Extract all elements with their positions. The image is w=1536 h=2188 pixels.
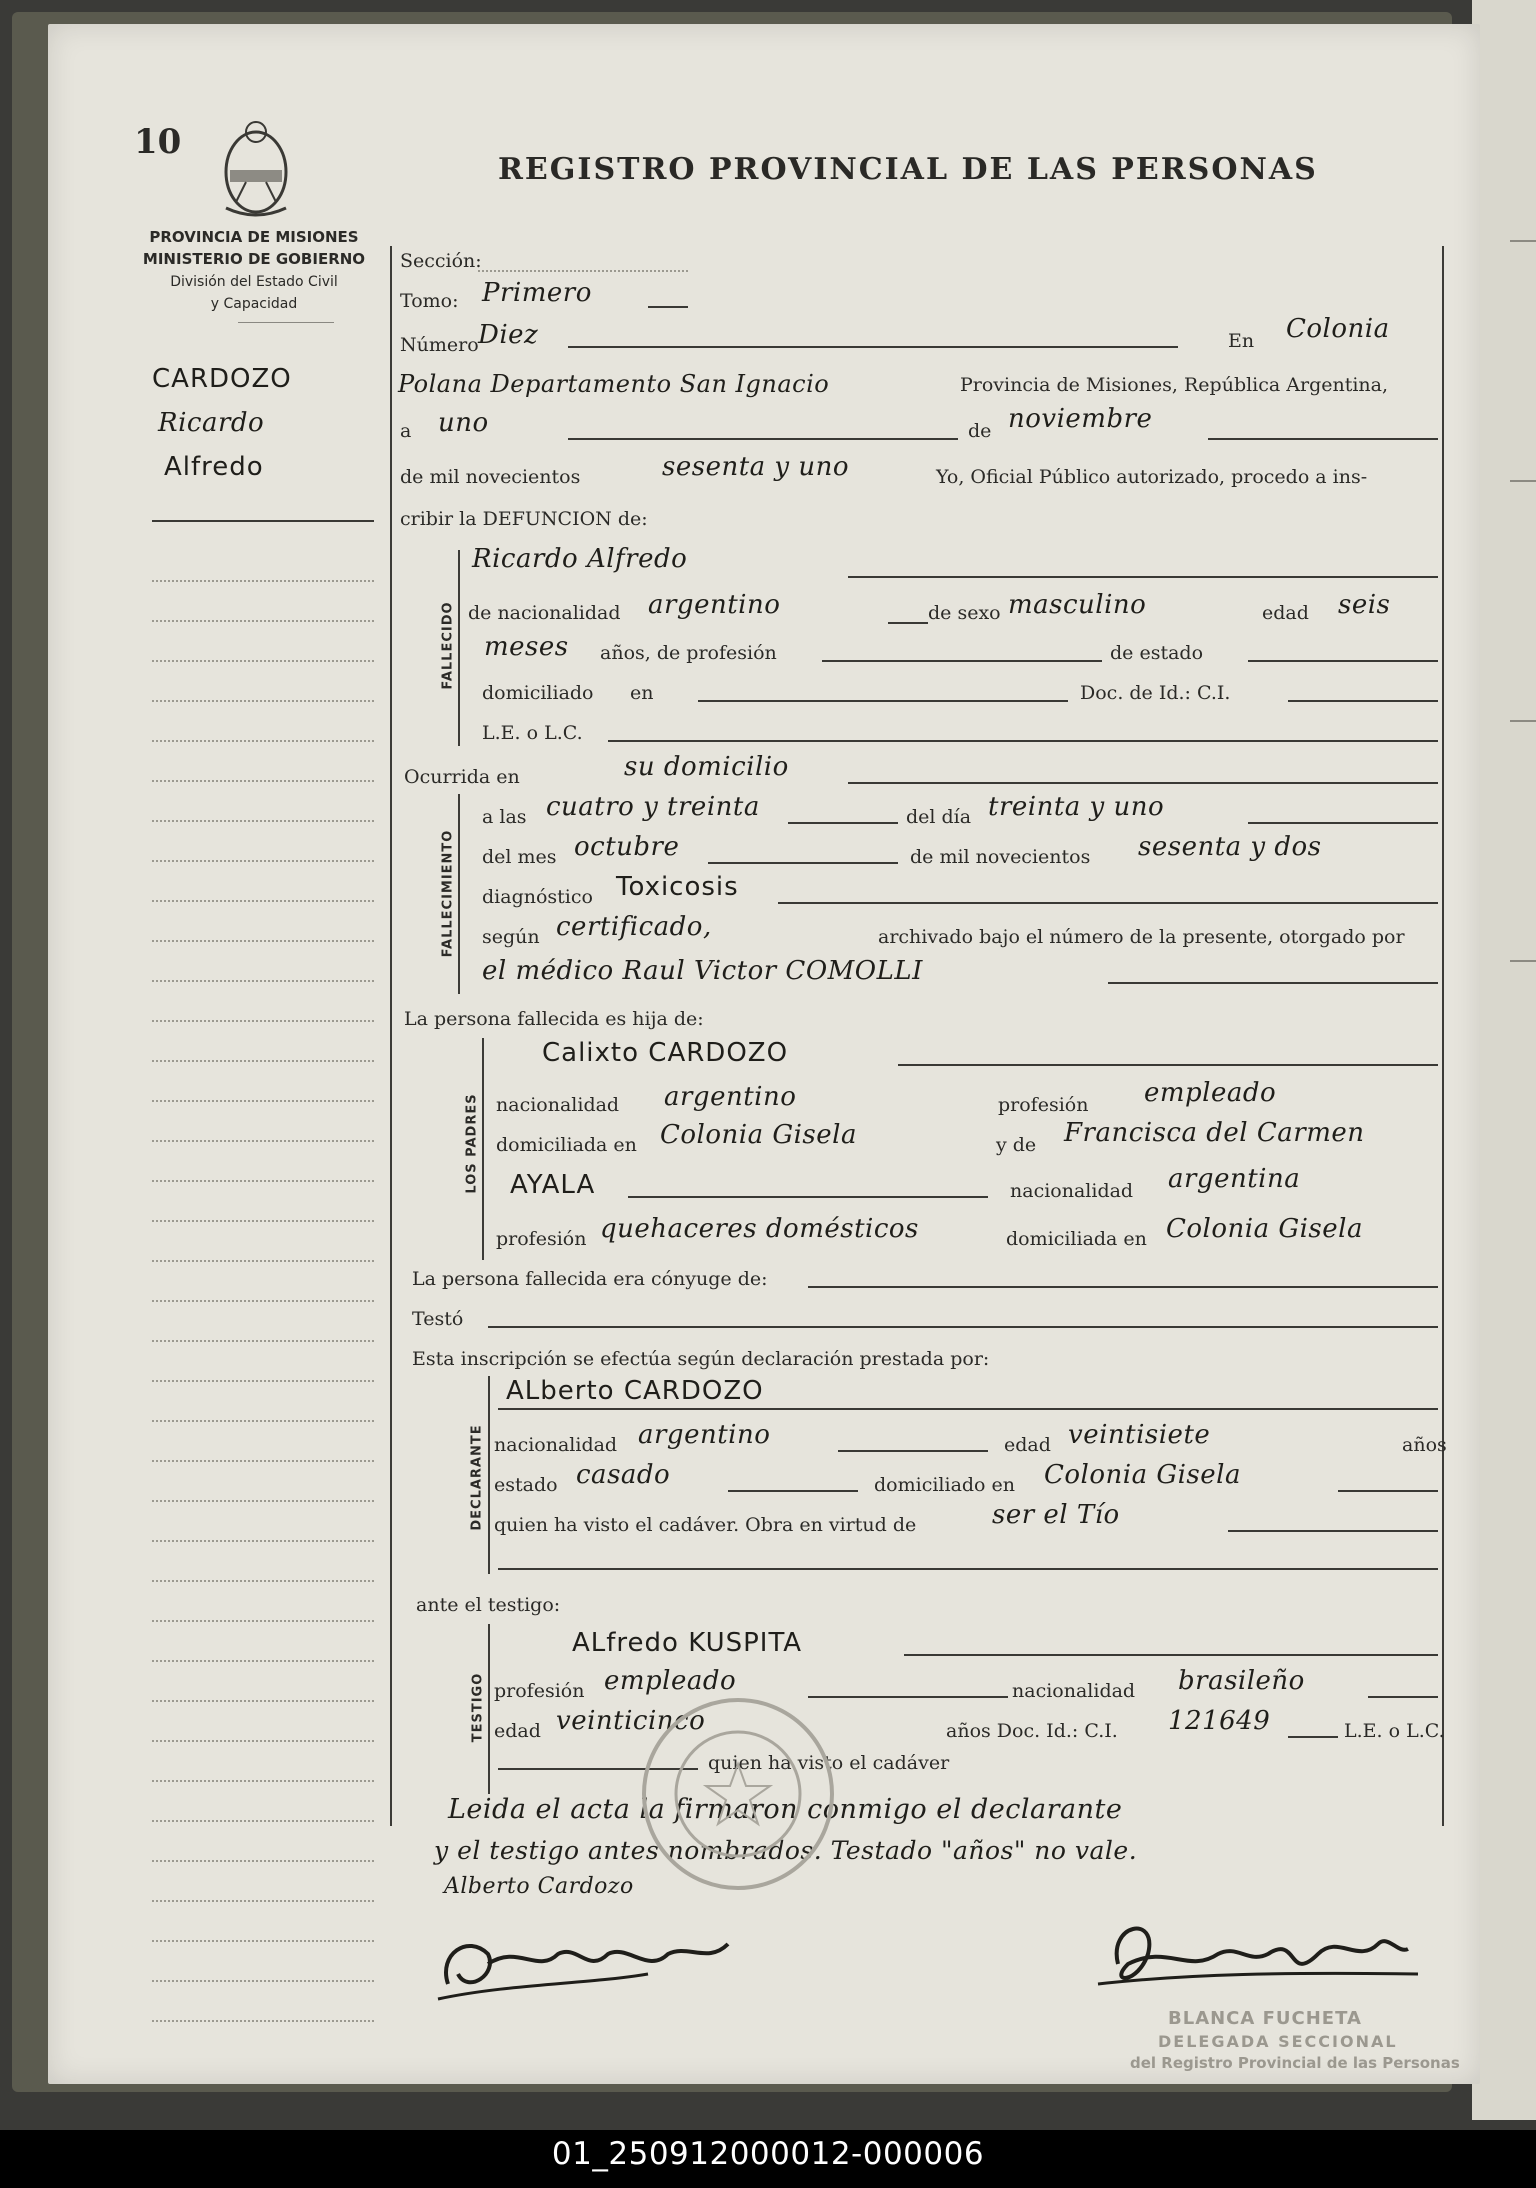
- deceased-edad-meses: meses: [484, 632, 569, 662]
- a-las-label: a las: [482, 806, 527, 828]
- adjacent-page-edge: [1472, 0, 1536, 2120]
- witness-le-label: L.E. o L.C.: [1344, 1720, 1445, 1742]
- diagnostico-value: Toxicosis: [616, 872, 739, 902]
- declarant-name: ALberto CARDOZO: [506, 1376, 764, 1406]
- seccion-label: Sección:: [400, 250, 482, 272]
- deceased-edad-value: seis: [1338, 590, 1391, 620]
- de-mil-label: de mil novecientos: [910, 846, 1091, 868]
- declarant-edad-value: veintisiete: [1068, 1420, 1211, 1450]
- testigo-text: ante el testigo:: [416, 1594, 561, 1616]
- stamp-office: del Registro Provincial de las Personas: [1130, 2054, 1460, 2072]
- mother-domicilio-value: Colonia Gisela: [1166, 1214, 1363, 1244]
- tomo-value: Primero: [482, 278, 592, 308]
- month-de-label: de: [968, 420, 992, 442]
- deceased-edad-label: edad: [1262, 602, 1309, 624]
- page-title: REGISTRO PROVINCIAL DE LAS PERSONAS: [498, 152, 1318, 187]
- oficial-text: Yo, Oficial Público autorizado, procedo a ins-: [936, 466, 1368, 488]
- deceased-sexo-label: de sexo: [928, 602, 1001, 624]
- day-value: uno: [438, 408, 489, 438]
- main-frame-right: [1442, 246, 1444, 1826]
- conyuge-text: La persona fallecida era cónyuge de:: [412, 1268, 768, 1290]
- margin-surname: CARDOZO: [152, 364, 292, 394]
- numero-value: Diez: [478, 320, 539, 350]
- del-dia-label: del día: [906, 806, 972, 828]
- coat-of-arms-icon: [216, 112, 296, 224]
- segun-label: según: [482, 926, 540, 948]
- father-profesion-value: empleado: [1144, 1078, 1277, 1108]
- mother-nacionalidad-label: nacionalidad: [1010, 1180, 1134, 1202]
- witness-profesion-value: empleado: [604, 1666, 737, 1696]
- domiciliado-label: domiciliado: [482, 682, 594, 704]
- fallecido-side-label: FALLECIDO: [440, 601, 456, 690]
- page-number: 10: [134, 122, 182, 162]
- deceased-name: Ricardo Alfredo: [472, 544, 688, 574]
- testigo-side-label: TESTIGO: [470, 1672, 486, 1743]
- medico-value: el médico Raul Victor COMOLLI: [482, 956, 923, 986]
- province-heading: PROVINCIA DE MISIONES: [149, 228, 359, 246]
- father-nacionalidad-value: argentino: [664, 1082, 797, 1112]
- del-mes-label: del mes: [482, 846, 557, 868]
- deceased-sexo-value: masculino: [1008, 590, 1147, 620]
- en2-label: en: [630, 682, 654, 704]
- en-value: Colonia: [1286, 314, 1390, 344]
- witness-doc-label: años Doc. Id.: C.I.: [946, 1720, 1118, 1742]
- mother-name-2: AYALA: [510, 1170, 596, 1200]
- padres-side-label: LOS PADRES: [464, 1093, 480, 1194]
- father-domicilio-value: Colonia Gisela: [660, 1120, 857, 1150]
- closing-line-2: y el testigo antes nombrados. Testado "años" no vale.: [434, 1836, 1138, 1865]
- margin-given-name-1: Ricardo: [158, 408, 265, 438]
- segun-value: certificado,: [556, 912, 712, 942]
- place-value: Polana Departamento San Ignacio: [398, 370, 830, 398]
- register-page: [48, 24, 1480, 2084]
- witness-ci-value: 121649: [1168, 1706, 1271, 1736]
- witness-name: ALfredo KUSPITA: [572, 1628, 803, 1658]
- witness-nacionalidad-label: nacionalidad: [1012, 1680, 1136, 1702]
- ocurrida-value: su domicilio: [624, 752, 789, 782]
- le-lc-label: L.E. o L.C.: [482, 722, 583, 744]
- declarant-visto-text: quien ha visto el cadáver. Obra en virtud de: [494, 1514, 917, 1536]
- margin-given-name-2: Alfredo: [164, 452, 264, 482]
- father-name: Calixto CARDOZO: [542, 1038, 789, 1068]
- witness-visto-text: quien ha visto el cadáver: [708, 1752, 950, 1774]
- declarant-domicilio-value: Colonia Gisela: [1044, 1460, 1241, 1490]
- declarant-nacionalidad-value: argentino: [638, 1420, 771, 1450]
- official-signature-icon: [1088, 1904, 1428, 2014]
- declarant-edad-label: edad: [1004, 1434, 1051, 1456]
- mother-profesion-value: quehaceres domésticos: [600, 1214, 919, 1244]
- hora-value: cuatro y treinta: [546, 792, 760, 822]
- mes-value: octubre: [574, 832, 680, 862]
- deceased-nacionalidad-label: de nacionalidad: [468, 602, 621, 624]
- declarante-side-label: DECLARANTE: [469, 1424, 485, 1531]
- mother-profesion-label: profesión: [496, 1228, 587, 1250]
- y-de-label: y de: [996, 1134, 1037, 1156]
- father-profesion-label: profesión: [998, 1094, 1089, 1116]
- declaracion-text: Esta inscripción se efectúa según declaración prestada por:: [412, 1348, 990, 1370]
- tomo-label: Tomo:: [400, 290, 459, 312]
- diagnostico-label: diagnóstico: [482, 886, 593, 908]
- ministry-heading: MINISTERIO DE GOBIERNO: [142, 250, 366, 268]
- province-text: Provincia de Misiones, República Argentina,: [960, 374, 1389, 396]
- official-seal-icon: [638, 1694, 838, 1894]
- mother-name-1: Francisca del Carmen: [1064, 1118, 1365, 1148]
- declarant-signature-icon: [428, 1904, 738, 2004]
- fallecimiento-side-label: FALLECIMIENTO: [440, 829, 456, 958]
- declarant-virtud-value: ser el Tío: [992, 1500, 1120, 1530]
- declarant-anos-label: años: [1402, 1434, 1447, 1456]
- witness-nacionalidad-value: brasileño: [1178, 1666, 1305, 1696]
- dia-value: treinta y uno: [988, 792, 1165, 822]
- deceased-nacionalidad-value: argentino: [648, 590, 781, 620]
- year-label: de mil novecientos: [400, 466, 581, 488]
- declarant-estado-label: estado: [494, 1474, 558, 1496]
- hija-de-text: La persona fallecida es hija de:: [404, 1008, 704, 1030]
- division-heading: División del Estado Civil: [170, 274, 338, 290]
- estado-label: de estado: [1110, 642, 1204, 664]
- numero-label: Número: [400, 334, 479, 356]
- ocurrida-label: Ocurrida en: [404, 766, 520, 788]
- month-value: noviembre: [1008, 404, 1153, 434]
- declarant-nacionalidad-label: nacionalidad: [494, 1434, 618, 1456]
- mother-nacionalidad-value: argentina: [1168, 1164, 1301, 1194]
- capacity-heading: y Capacidad: [210, 296, 298, 312]
- stamp-name: BLANCA FUCHETA: [1168, 2008, 1362, 2029]
- stamp-role: DELEGADA SECCIONAL: [1158, 2032, 1398, 2051]
- year-value: sesenta y uno: [662, 452, 850, 482]
- witness-edad-label: edad: [494, 1720, 541, 1742]
- declarant-estado-value: casado: [576, 1460, 671, 1490]
- witness-edad-value: veinticinco: [556, 1706, 706, 1736]
- father-domicilio-label: domiciliada en: [496, 1134, 637, 1156]
- anio-fallecimiento-value: sesenta y dos: [1138, 832, 1322, 862]
- image-id-label: 01_250912000012-000006: [551, 2136, 985, 2172]
- inscribir-text: cribir la DEFUNCION de:: [400, 508, 648, 530]
- a-label: a: [400, 420, 412, 442]
- declarant-domicilio-label: domiciliado en: [874, 1474, 1016, 1496]
- doc-label: Doc. de Id.: C.I.: [1080, 682, 1231, 704]
- main-frame-left: [390, 246, 392, 1826]
- declarant-signature-text: Alberto Cardozo: [444, 1874, 634, 1899]
- father-nacionalidad-label: nacionalidad: [496, 1094, 620, 1116]
- closing-line-1: Leida el acta la firmaron conmigo el declarante: [448, 1794, 1123, 1825]
- witness-profesion-label: profesión: [494, 1680, 585, 1702]
- anos-profesion-label: años, de profesión: [600, 642, 777, 664]
- mother-domicilio-label: domiciliada en: [1006, 1228, 1147, 1250]
- archivado-text: archivado bajo el número de la presente, otorgado por: [878, 926, 1405, 948]
- testo-text: Testó: [412, 1308, 464, 1330]
- en-label: En: [1228, 330, 1255, 352]
